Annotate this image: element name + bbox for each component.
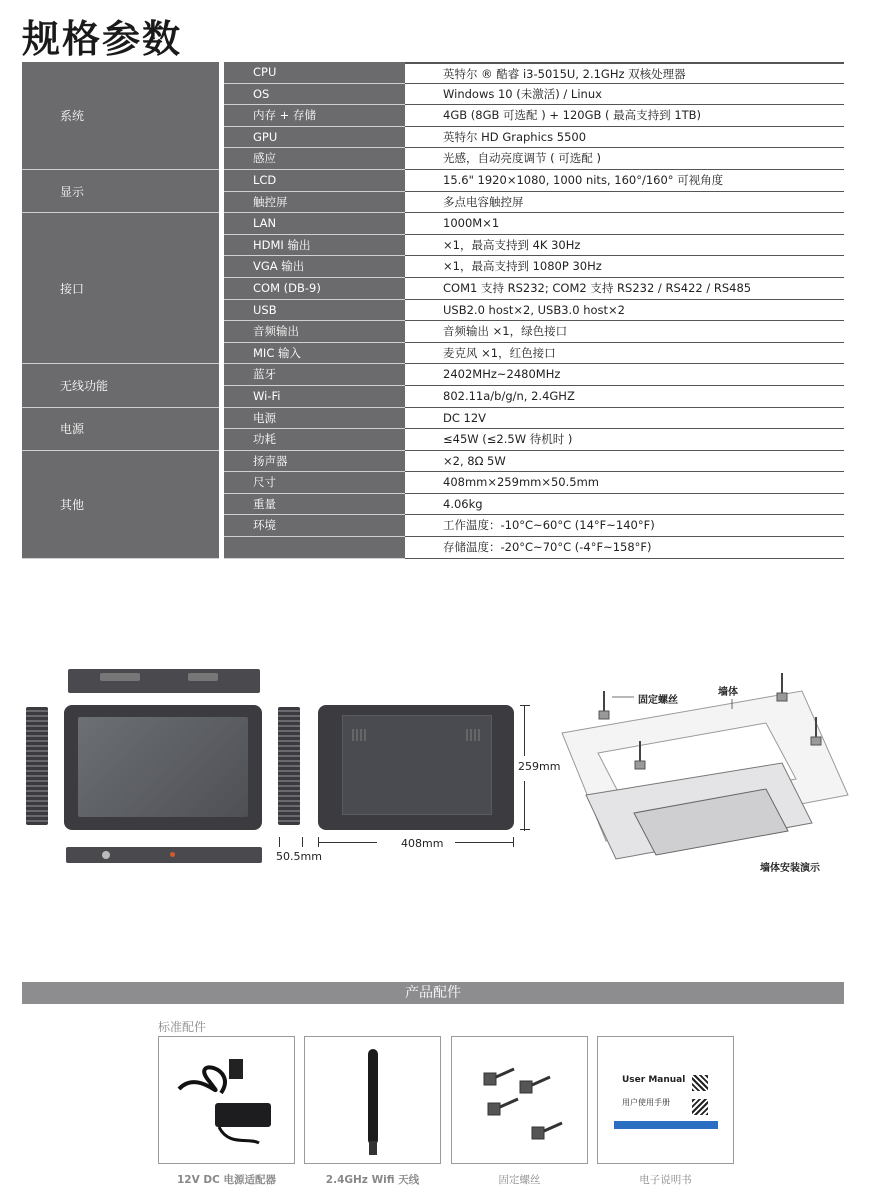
wall-install-illustration	[556, 663, 856, 883]
spec-value: ×1，最高支持到 4K 30Hz	[405, 235, 844, 257]
accessory-caption: 12V DC 电源适配器	[177, 1174, 276, 1186]
accessory-caption: 电子说明书	[639, 1174, 692, 1186]
spec-param: 扬声器	[224, 451, 405, 473]
page-title: 规格参数	[22, 17, 183, 61]
screw-label: 固定螺丝	[638, 695, 678, 706]
spec-param: VGA 输出	[224, 256, 405, 278]
spec-value: ×2, 8Ω 5W	[405, 451, 844, 473]
spec-param: GPU	[224, 127, 405, 149]
spec-param: Wi-Fi	[224, 386, 405, 408]
spec-value: 2402MHz~2480MHz	[405, 364, 844, 386]
power-adapter-icon	[159, 1037, 294, 1163]
spec-value: 光感，自动亮度调节 ( 可选配 )	[405, 148, 844, 170]
spec-table	[22, 62, 844, 559]
spec-param: 触控屏	[224, 192, 405, 214]
spec-param: 感应	[224, 148, 405, 170]
spec-category: 其他	[22, 451, 219, 559]
spec-value: 802.11a/b/g/n, 2.4GHZ	[405, 386, 844, 408]
qr-code-icon	[692, 1075, 708, 1091]
spec-value: 英特尔 HD Graphics 5500	[405, 127, 844, 149]
spec-value: 4GB (8GB 可选配 ) + 120GB ( 最高支持到 1TB)	[405, 105, 844, 127]
spec-param: LAN	[224, 213, 405, 235]
spec-param: COM (DB-9)	[224, 278, 405, 300]
spec-value: 工作温度：-10°C~60°C (14°F~140°F)	[405, 515, 844, 537]
spec-param: HDMI 输出	[224, 235, 405, 257]
spec-category: 显示	[22, 170, 219, 213]
spec-category: 接口	[22, 213, 219, 364]
spec-param: MIC 输入	[224, 343, 405, 365]
spec-param: 内存 + 存储	[224, 105, 405, 127]
standard-accessories-label: 标准配件	[158, 1020, 207, 1034]
accessories-header: 产品配件	[22, 982, 844, 1004]
install-caption: 墙体安装演示	[760, 863, 820, 874]
device-left-side-view	[26, 707, 48, 825]
spec-category: 电源	[22, 408, 219, 451]
screw-icon	[452, 1037, 587, 1163]
spec-value: 多点电容触控屏	[405, 192, 844, 214]
spec-value: ×1，最高支持到 1080P 30Hz	[405, 256, 844, 278]
spec-param: USB	[224, 300, 405, 322]
accessory-card-manual	[597, 1036, 734, 1164]
spec-value: 1000M×1	[405, 213, 844, 235]
spec-value: DC 12V	[405, 408, 844, 430]
manual-title-cn: 用户使用手册	[622, 1098, 670, 1107]
spec-param: 蓝牙	[224, 364, 405, 386]
device-right-side-view	[278, 707, 300, 825]
spec-value: 408mm×259mm×50.5mm	[405, 472, 844, 494]
accessory-caption: 2.4GHz Wifi 天线	[325, 1174, 420, 1186]
accessory-caption: 固定螺丝	[498, 1174, 541, 1186]
depth-dimension-label: 50.5mm	[276, 850, 322, 863]
qr-code-icon-2	[692, 1099, 708, 1115]
spec-param: OS	[224, 84, 405, 106]
spec-param: 功耗	[224, 429, 405, 451]
category-separator	[219, 62, 224, 559]
spec-category: 系统	[22, 62, 219, 170]
spec-value: 英特尔 ® 酷睿 i3-5015U, 2.1GHz 双核处理器	[405, 62, 844, 84]
spec-value: 4.06kg	[405, 494, 844, 516]
spec-param: 音频输出	[224, 321, 405, 343]
spec-value: 存储温度：-20°C~70°C (-4°F~158°F)	[405, 537, 844, 559]
spec-param: CPU	[224, 62, 405, 84]
antenna-icon	[305, 1037, 440, 1163]
device-bottom-view	[66, 847, 262, 863]
spec-value: 15.6" 1920×1080, 1000 nits, 160°/160° 可视角度	[405, 170, 844, 192]
spec-param: 尺寸	[224, 472, 405, 494]
spec-category: 无线功能	[22, 364, 219, 407]
device-top-view	[68, 669, 260, 693]
accessory-card-screws	[451, 1036, 588, 1164]
dimension-drawings	[0, 655, 872, 895]
manual-title: User Manual	[622, 1075, 686, 1085]
spec-param	[224, 537, 405, 559]
spec-param: 电源	[224, 408, 405, 430]
device-back-view	[318, 705, 514, 830]
manual-blue-band	[614, 1121, 718, 1129]
spec-value: ≤45W (≤2.5W 待机时 )	[405, 429, 844, 451]
wall-label: 墙体	[718, 687, 738, 698]
accessory-card-power-adapter	[158, 1036, 295, 1164]
spec-param: LCD	[224, 170, 405, 192]
height-dimension-label: 259mm	[518, 760, 561, 773]
spec-value: 麦克风 ×1，红色接口	[405, 343, 844, 365]
spec-value: COM1 支持 RS232; COM2 支持 RS232 / RS422 / RS485	[405, 278, 844, 300]
spec-value: 音频输出 ×1，绿色接口	[405, 321, 844, 343]
spec-param: 重量	[224, 494, 405, 516]
spec-value: USB2.0 host×2, USB3.0 host×2	[405, 300, 844, 322]
spec-value: Windows 10 (未激活) / Linux	[405, 84, 844, 106]
depth-dimension-line	[279, 837, 303, 847]
device-screen	[78, 717, 248, 817]
spec-param: 环境	[224, 515, 405, 537]
device-front-view	[64, 705, 262, 830]
accessory-card-antenna	[304, 1036, 441, 1164]
width-dimension-label: 408mm	[401, 837, 444, 850]
